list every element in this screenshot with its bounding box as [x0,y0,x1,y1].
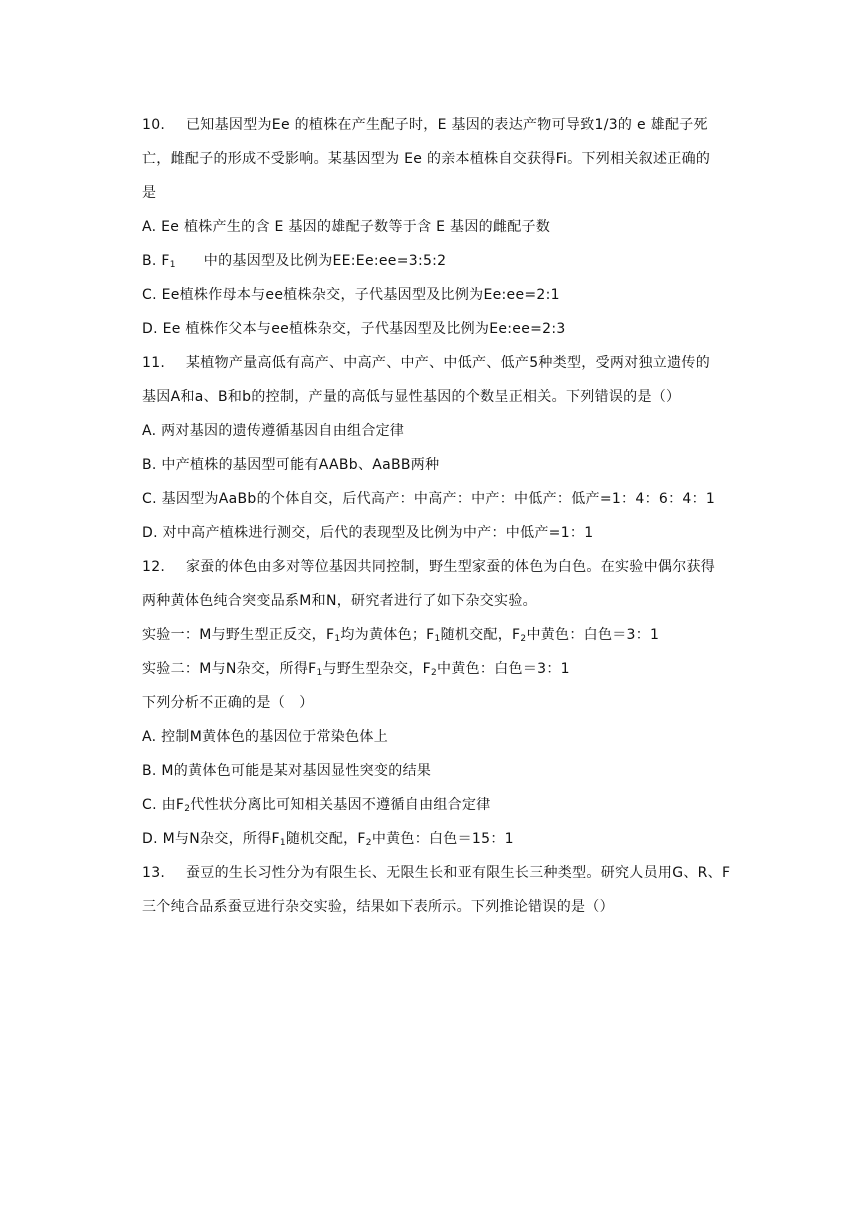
q10-option-b-prefix: B. F [142,253,170,269]
q10-stem-line-1 [142,108,754,142]
q12-stem-text-1: 家蚕的体色由多对等位基因共同控制，野生型家蚕的体色为白色。在实验中偶尔获得 [186,559,716,575]
q10-number: 10. [142,117,166,133]
q12-exp2-sub-2: 2 [431,668,438,678]
q12-number: 12. [142,559,166,575]
q12-exp2-text-a: 实验二：M与N杂交，所得F [142,661,317,677]
q10-stem-line-3: 是 [142,185,157,201]
q12-option-d [142,822,754,856]
q12-exp1-sub-1: 1 [334,634,341,644]
q12-experiment-2 [142,652,754,686]
q12-option-b: B. M的黄体色可能是某对基因显性突变的结果 [142,763,432,779]
q11-option-c: C. 基因型为AaBb的个体自交，后代高产：中高产：中产：中低产：低产=1：4：6：4：1 [142,491,716,507]
q12-option-c-text-a: C. 由F [142,797,185,813]
q12-exp2-sub-1: 1 [316,668,323,678]
q12-option-d-text-c: 中黄色：白色＝15：1 [371,831,514,847]
q11-number: 11. [142,355,166,371]
q13-stem-line-2: 三个纯合品系蚕豆进行杂交实验，结果如下表所示。下列推论错误的是（） [142,899,614,915]
q11-option-b: B. 中产植株的基因型可能有AABb、AaBB两种 [142,457,440,473]
q12-stem-line-2: 两种黄体色纯合突变品系M和N，研究者进行了如下杂交实验。 [142,593,537,609]
q12-option-a: A. 控制M黄体色的基因位于常染色体上 [142,729,389,745]
q12-option-c [142,788,754,822]
q12-option-d-text-b: 随机交配，F [285,831,366,847]
q12-stem-line-1 [142,550,754,584]
q10-option-a: A. Ee 植株产生的含 E 基因的雄配子数等于含 E 基因的雌配子数 [142,219,551,235]
q10-stem-line-2: 亡，雌配子的形成不受影响。某基因型为 Ee 的亲本植株自交获得Fi。下列相关叙述正确的 [142,151,711,167]
q10-stem-text-1: 已知基因型为Ee 的植株在产生配子时，E 基因的表达产物可导致1/3的 e 雄配子死 [186,117,708,133]
q12-exp1-text-a: 实验一：M与野生型正反交，F [142,627,335,643]
q13-number: 13. [142,865,166,881]
q13-stem-text-1: 蚕豆的生长习性分为有限生长、无限生长和亚有限生长三种类型。研究人员用G、R、F [186,865,731,881]
q12-exp2-text-b: 与野生型杂交，F [322,661,431,677]
q12-exp1-sub-3: 2 [520,634,527,644]
q11-option-d: D. 对中高产植株进行测交，后代的表现型及比例为中产：中低产=1：1 [142,525,594,541]
q12-exp1-sub-2: 1 [434,634,441,644]
q12-exp2-text-c: 中黄色：白色＝3：1 [437,661,570,677]
question-content [142,108,754,924]
q10-option-b-text: 中的基因型及比例为EE:Ee:ee=3:5:2 [203,253,447,269]
q12-option-c-sub: 2 [184,804,191,814]
q12-exp1-text-c: 随机交配，F [440,627,521,643]
q11-stem-line-1 [142,346,754,380]
q12-option-d-text-a: D. M与N杂交，所得F [142,831,280,847]
q13-stem-line-1 [142,856,754,890]
q11-stem-line-2: 基因A和a、B和b的控制，产量的高低与显性基因的个数呈正相关。下列错误的是（） [142,389,681,405]
q11-stem-text-1: 某植物产量高低有高产、中高产、中产、中低产、低产5种类型，受两对独立遗传的 [186,355,711,371]
q12-question-prompt: 下列分析不正确的是（ ） [142,695,314,711]
q10-option-c: C. Ee植株作母本与ee植株杂交，子代基因型及比例为Ee:ee=2:1 [142,287,560,303]
q12-option-d-sub-2: 2 [365,838,372,848]
q12-experiment-1 [142,618,754,652]
q10-option-d: D. Ee 植株作父本与ee植株杂交，子代基因型及比例为Ee:ee=2:3 [142,321,566,337]
q10-option-b-subscript: 1 [169,260,176,270]
q12-option-c-text-b: 代性状分离比可知相关基因不遵循自由组合定律 [190,797,491,813]
q12-exp1-text-d: 中黄色：白色＝3：1 [526,627,660,643]
q10-option-b [142,244,754,278]
q12-option-d-sub-1: 1 [279,838,286,848]
q12-exp1-text-b: 均为黄体色；F [340,627,435,643]
q11-option-a: A. 两对基因的遗传遵循基因自由组合定律 [142,423,405,439]
